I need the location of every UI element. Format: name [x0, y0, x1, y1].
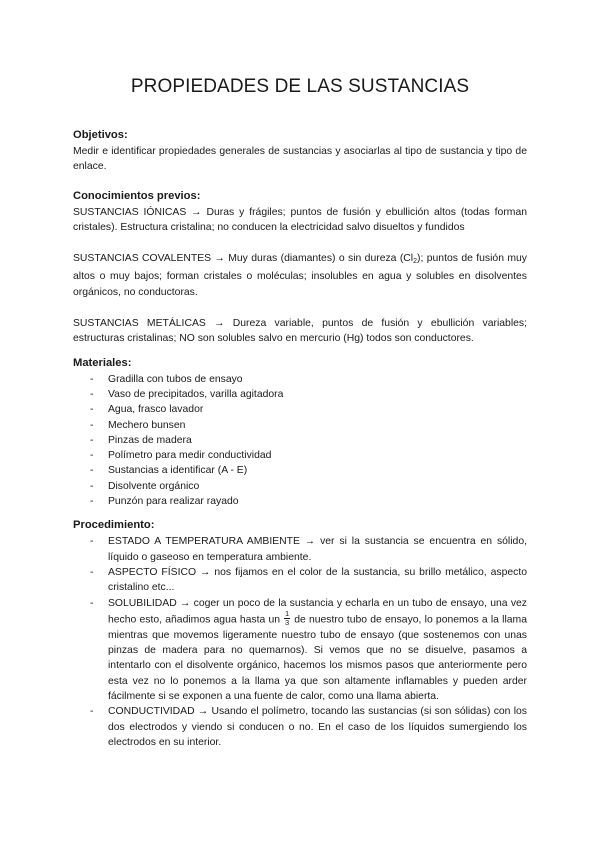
step-solubilidad: - SOLUBILIDAD → coger un poco de la sustancia y echarla en un tubo de ensayo, una vez hecho esto, añadimos agua hasta un $\frac{1}{3}$ de nuestro tubo de ensayo, lo ponemos a la llama mientras que movemos ligeramente nuestro tubo de ensayo (que sostenemos con unas pinzas de madera para no quemarnos). Si vemos que no se disuelve, pasamos a intentarlo con el disolvente orgánico, hacemos los mismos pasos que anteriormente pero esta vez no lo ponemos a la llama ya que son altamente inflamables y pueden arder fácilmente si se exponen a una fuente de calor, como una llama abierta. — [90, 597, 527, 703]
dash-bullet: - — [90, 480, 94, 492]
page-title: PROPIEDADES DE LAS SUSTANCIAS — [130, 76, 470, 97]
list-item: - Agua, frasco lavador — [73, 402, 527, 417]
dash-bullet: - — [90, 496, 94, 508]
procedimiento-heading: Procedimiento: — [73, 519, 155, 532]
one-third-fraction: $\frac{1}{3}$ — [285, 608, 290, 627]
chlorine-subscript: 2 — [413, 258, 418, 266]
list-item: - Disolvente orgánico — [73, 479, 527, 494]
list-item: - Sustancias a identificar (A - E) — [73, 463, 527, 478]
materiales-heading: Materiales: — [73, 356, 132, 369]
list-item: - Gradilla con tubos de ensayo — [73, 372, 527, 387]
dash-bullet: - — [90, 373, 94, 385]
dash-bullet: - — [90, 597, 94, 609]
dash-bullet: - — [90, 536, 94, 548]
metalicas-text: SUSTANCIAS METÁLICAS → Dureza variable, puntos de fusión y ebullición variables; estructuras cristalinas; NO son solubles salvo en mercurio (Hg) todos son conductores. — [73, 318, 527, 345]
dash-bullet: - — [90, 404, 94, 416]
list-item: - Pinzas de madera — [73, 433, 527, 448]
objetivos-heading: Objetivos: — [73, 129, 128, 141]
dash-bullet: - — [90, 450, 94, 462]
dash-bullet: - — [90, 566, 94, 578]
covalentes-text-a: SUSTANCIAS COVALENTES → Muy duras (diamantes) o sin dureza (Cl — [73, 253, 414, 265]
procedimiento-list — [73, 534, 527, 750]
list-item: - Mechero bunsen — [73, 418, 527, 433]
covalentes-text — [73, 251, 527, 300]
dash-bullet: - — [90, 465, 94, 477]
list-item: - Polímetro para medir conductividad — [73, 448, 527, 463]
dash-bullet: - — [90, 706, 94, 718]
conocimientos-heading: Conocimientos previos: — [73, 189, 201, 202]
list-item: - Vaso de precipitados, varilla agitadora — [73, 387, 527, 402]
document-body — [73, 128, 527, 750]
objetivos-text: Medir e identificar propiedades generales de sustancias y asociarlas al tipo de sustancia y tipo de enlace. — [73, 146, 527, 173]
section-procedimiento — [73, 518, 527, 750]
ionicas-text: SUSTANCIAS IÓNICAS → Duras y frágiles; puntos de fusión y ebullición altos (todas forman cristales). Estructura cristalina; no conducen la electricidad salvo disueltos y fundidos — [73, 206, 527, 233]
section-conocimientos — [73, 189, 527, 347]
section-materiales — [73, 356, 527, 510]
section-objetivos — [73, 128, 527, 175]
materiales-list — [73, 372, 527, 510]
list-item: - Punzón para realizar rayado — [73, 494, 527, 509]
step-conductividad: - CONDUCTIVIDAD → Usando el polímetro, tocando las sustancias (si son sólidas) con los dos electrodos y viendo si conducen o no. En el caso de los líquidos sumergiendo los electrodos en su interior. — [90, 706, 527, 748]
step-aspecto: - ASPECTO FÍSICO → nos fijamos en el color de la sustancia, su brillo metálico, aspecto cristalino etc... — [90, 566, 527, 594]
step-estado: - ESTADO A TEMPERATURA AMBIENTE → ver si la sustancia se encuentra en sólido, líquido o gaseoso en temperatura ambiente. — [90, 536, 527, 563]
covalentes-text-b: ); puntos de fusión muy altos o muy bajos; forman cristales o moléculas; insolubles en agua y solubles en disolventes orgánicos, no conductoras. — [73, 253, 527, 298]
dash-bullet: - — [90, 434, 94, 446]
dash-bullet: - — [90, 388, 94, 400]
dash-bullet: - — [90, 419, 94, 431]
